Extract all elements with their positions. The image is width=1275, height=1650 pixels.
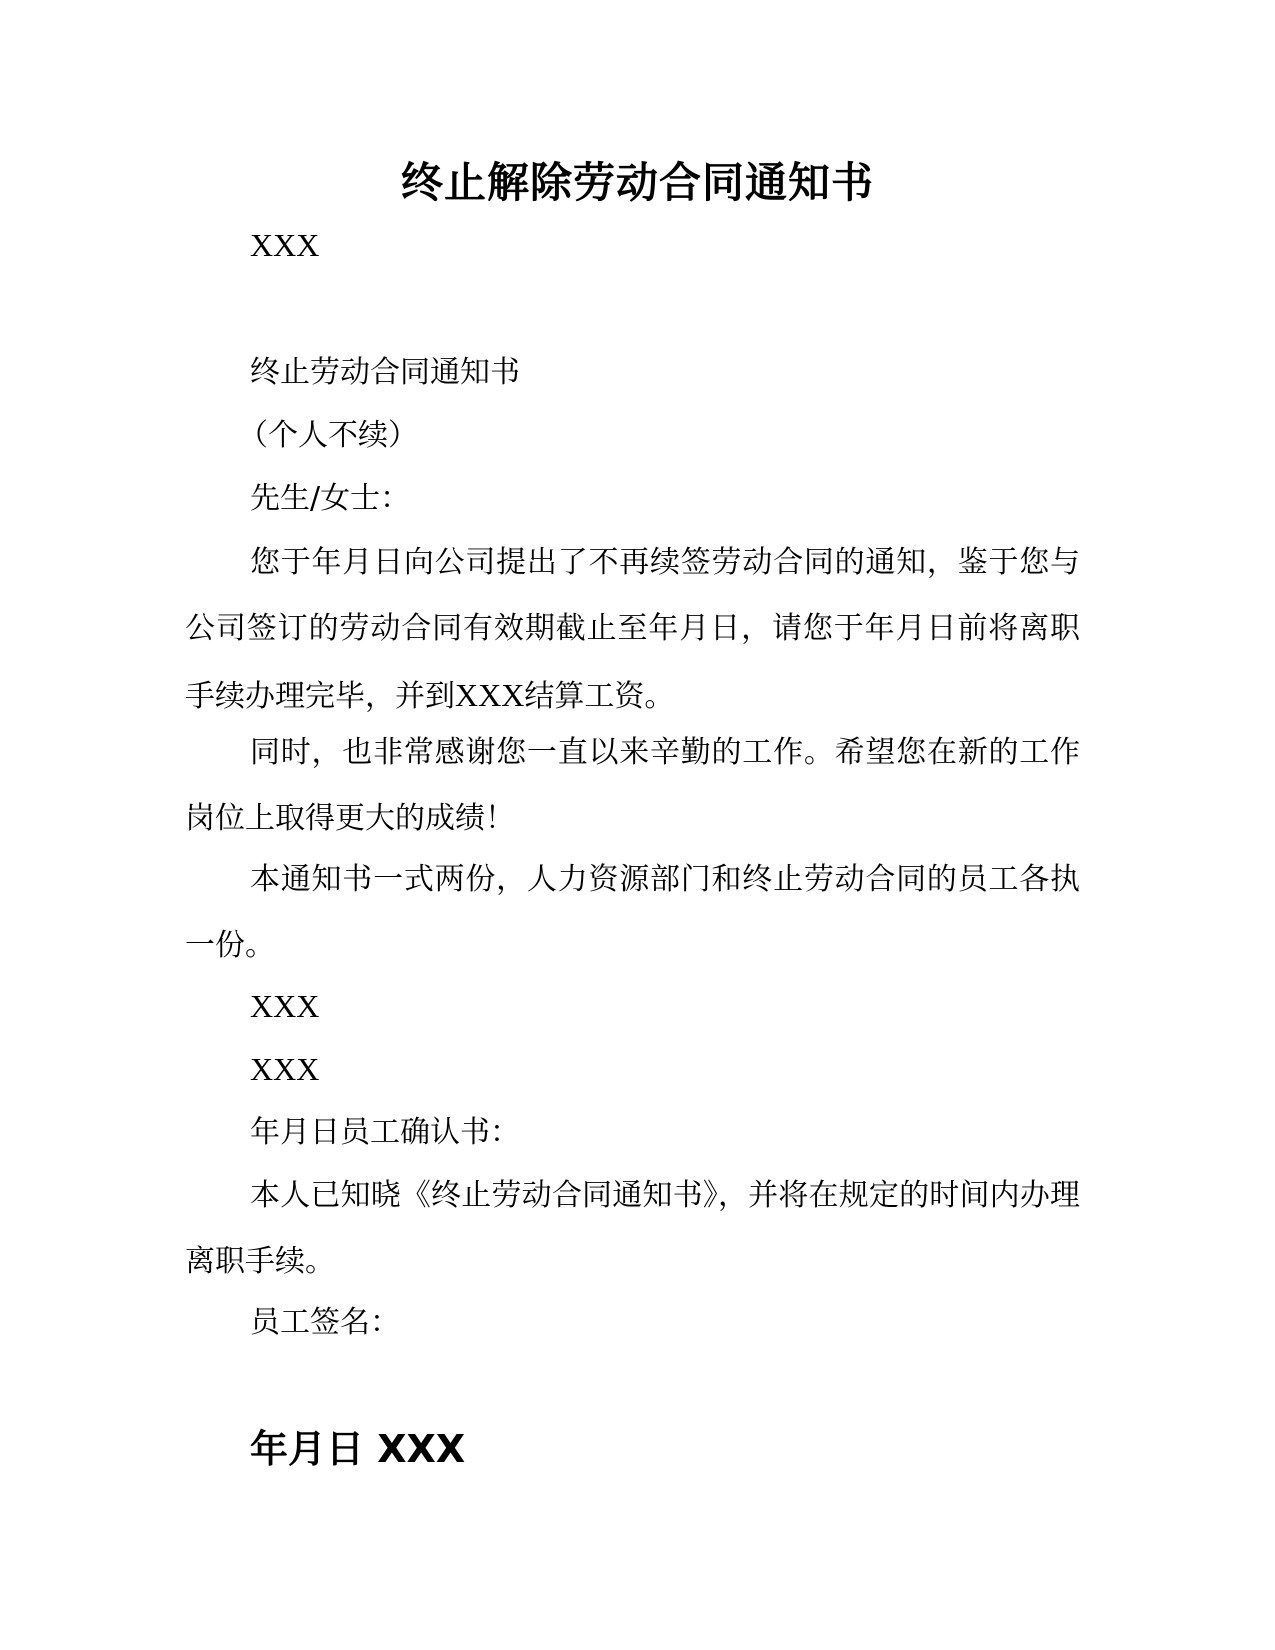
- paragraph-notice-tail: 结算工资。: [524, 679, 675, 714]
- paragraph-copies: 本通知书一式两份，人力资源部门和终止劳动合同的员工各执一份。: [185, 862, 1080, 963]
- addressee: XXX: [250, 227, 320, 263]
- notice-subtitle: 终止劳动合同通知书: [250, 355, 520, 390]
- document-title: 终止解除劳动合同通知书: [400, 158, 874, 207]
- salutation: 先生/女士：: [250, 481, 411, 516]
- confirmation-heading: 年月日员工确认书：: [250, 1115, 520, 1150]
- employee-signature-label: 员工签名：: [250, 1305, 400, 1340]
- paragraph-thanks: 同时，也非常感谢您一直以来辛勤的工作。希望您在新的工作岗位上取得更大的成绩！: [185, 735, 1080, 836]
- paragraph-notice: [185, 530, 1080, 730]
- final-date-line: 年月日 XXX: [250, 1427, 466, 1471]
- paragraph-notice-text: 您于年月日向公司提出了不再续签劳动合同的通知，鉴于您与公司签订的劳动合同有效期截止至年月日，请您于年月日前将离职手续办理完毕，并到: [185, 545, 1080, 714]
- signatory-1: XXX: [250, 988, 320, 1024]
- notice-note: （个人不续）: [238, 418, 418, 453]
- paragraph-confirmation: 本人已知晓《终止劳动合同通知书》，并将在规定的时间内办理离职手续。: [185, 1178, 1080, 1279]
- signatory-2: XXX: [250, 1051, 320, 1087]
- placeholder-xxx: XXX: [455, 677, 525, 713]
